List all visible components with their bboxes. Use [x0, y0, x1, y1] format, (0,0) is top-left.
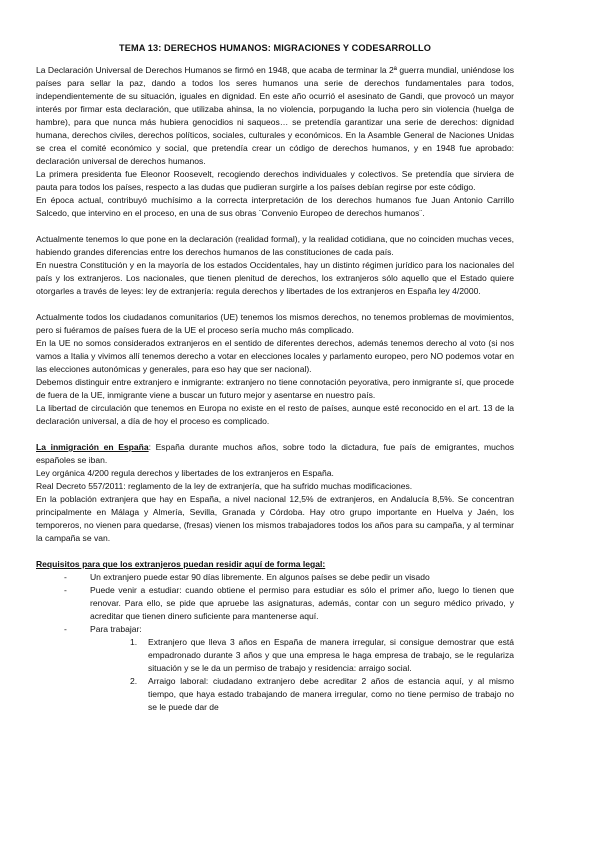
- paragraph: Actualmente todos los ciudadanos comunitarios (UE) tenemos los mismos derechos, no tenemos problemas de movimientos, pero si fuéramos de países fuera de la UE el proceso sería mucho más complicado.: [36, 312, 514, 335]
- work-permit-list: [90, 636, 514, 714]
- paragraph: Actualmente tenemos lo que pone en la declaración (realidad formal), y la realidad cotidiana, que no coinciden muchas veces, habiendo grandes diferencias entre los derechos humanos de las constituciones de cada país.: [36, 234, 514, 257]
- document-title: TEMA 13: DERECHOS HUMANOS: MIGRACIONES Y CODESARROLLO: [119, 43, 431, 53]
- section-immigration: [36, 441, 514, 545]
- section-eu-citizens: [36, 311, 514, 428]
- list-item: - Un extranjero puede estar 90 días libremente. En algunos países se debe pedir un visado: [64, 571, 514, 584]
- paragraph: Ley orgánica 4/200 regula derechos y libertades de los extranjeros en España.: [36, 468, 334, 478]
- requirements-list: [36, 571, 514, 714]
- item-number: 1.: [130, 637, 138, 647]
- paragraph: Debemos distinguir entre extranjero e inmigrante: extranjero no tiene connotación peyorativa, pero inmigrante sí, que procede de fuera de la UE, inmigrante viene a buscar un futuro mejor y asentarse en nuestro país.: [36, 377, 514, 400]
- paragraph: En la UE no somos considerados extranjeros en el sentido de diferentes derechos, además tenemos derecho al voto (si nos vamos a Italia y vivimos allí tenemos derecho a votar en elecciones locales y parlamento europeo, pero NO podemos votar en las elecciones autonómicas y generales, para eso hay que ser nacional).: [36, 338, 514, 374]
- item-text: Extranjero que lleva 3 años en España de manera irregular, si consigue demostrar que está empadronado durante 3 años y que una empresa le haga empresa de trabajo, se le regulariza situación y se le da un permiso de trabajo y residencia: arraigo social.: [148, 637, 514, 673]
- numbered-item: [130, 636, 514, 675]
- list-item: [64, 623, 514, 714]
- paragraph: En nuestra Constitución y en la mayoría de los estados Occidentales, hay un distinto régimen jurídico para los nacionales del país y los extranjeros. Los nacionales, que tienen plenitud de derechos, los extranjeros sólo aquello que el Estado quiere otorgarles a través de leyes: ley de extranjería: regula derechos y libertades de los extranjeros en España ley 4/2000.: [36, 260, 514, 296]
- numbered-item: [130, 675, 514, 714]
- list-item: - Puede venir a estudiar: cuando obtiene el permiso para estudiar es sólo el primer año, luego lo tienen que renovar. Para ello, se pide que apruebe las asignaturas, además, contar con un seguro médico privado, y acreditar que tienen dinero suficiente para mantenerse aquí.: [64, 584, 514, 623]
- immigration-heading: La inmigración en España: [36, 442, 149, 452]
- requirements-heading-line: [36, 558, 514, 571]
- immigration-intro: : España durante muchos años, sobre todo la dictadura, fue país de emigrantes, muchos españoles se iban.: [36, 442, 514, 465]
- paragraph: [36, 441, 514, 467]
- paragraph: En época actual, contribuyó muchísimo a la correcta interpretación de los derechos humanos fue Juan Antonio Carrillo Salcedo, que intervino en el proceso, en una de sus obras ¨Convenio Europeo de derechos humanos¨.: [36, 195, 514, 218]
- requirements-heading: Requisitos para que los extranjeros puedan residir aquí de forma legal:: [36, 559, 326, 569]
- section-formal-reality: [36, 233, 514, 298]
- item-text: Arraigo laboral: ciudadano extranjero debe acreditar 2 años de estancia aquí, y al mismo tiempo, que haya estado trabajando de manera irregular, como no tiene permiso de trabajo no se le puede dar de: [148, 676, 514, 712]
- list-item-label: Para trabajar:: [90, 624, 142, 634]
- paragraph: Real Decreto 557/2011: reglamento de la ley de extranjería, que ha sufrido muchas modificaciones.: [36, 481, 413, 491]
- paragraph: La primera presidenta fue Eleonor Roosevelt, recogiendo derechos individuales y colectivos. Se pretendía que sirviera de pauta para todos los países, respecto a las dudas que pudieran surgirle a los países debían regirse por este código.: [36, 169, 514, 192]
- section-declaration: [36, 64, 514, 220]
- paragraph: En la población extranjera que hay en España, a nivel nacional 12,5% de extranjeros, en Andalucía 8,5%. Se concentran principalmente en Málaga y Almería, Sevilla, Granada y Córdoba. Hay otro grupo importante en Huelva y Jaén, los temporeros, no vienen para quedarse, (fresas) vienen los mismos trabajadores todos los años para su campaña, y al terminar la campaña se van.: [36, 494, 514, 543]
- paragraph: La Declaración Universal de Derechos Humanos se firmó en 1948, que acaba de terminar la 2ª guerra mundial, uniéndose los países para sellar la paz, dando a todos los seres humanos una serie de derechos fundamentales para todos, independientemente de su situación, iguales en dignidad. En este año ocurrió el asesinato de Gandi, que provocó un mayor interés por firmar esta declaración, que utilizaba ahinsa, la no violencia, porpugando la lucha pero sin violencia (huelga de hambre), para que nunca más hubiera genocidios ni saqueos… se pretendía garantizar una serie de derechos: dignidad humana, derechos civiles, derechos políticos, sociales, culturales y económicos. En la Asamble General de Naciones Unidas se crea el comité económico y social, que pretendía crear un código de derechos humanos, y en 1948 fue aprobado: declaración universal de derechos humanos.: [36, 65, 514, 166]
- item-number: 2.: [130, 676, 138, 686]
- paragraph: La libertad de circulación que tenemos en Europa no existe en el resto de países, aunque esté reconocido en el art. 13 de la declaración universal, a día de hoy el proceso es complicado.: [36, 403, 514, 426]
